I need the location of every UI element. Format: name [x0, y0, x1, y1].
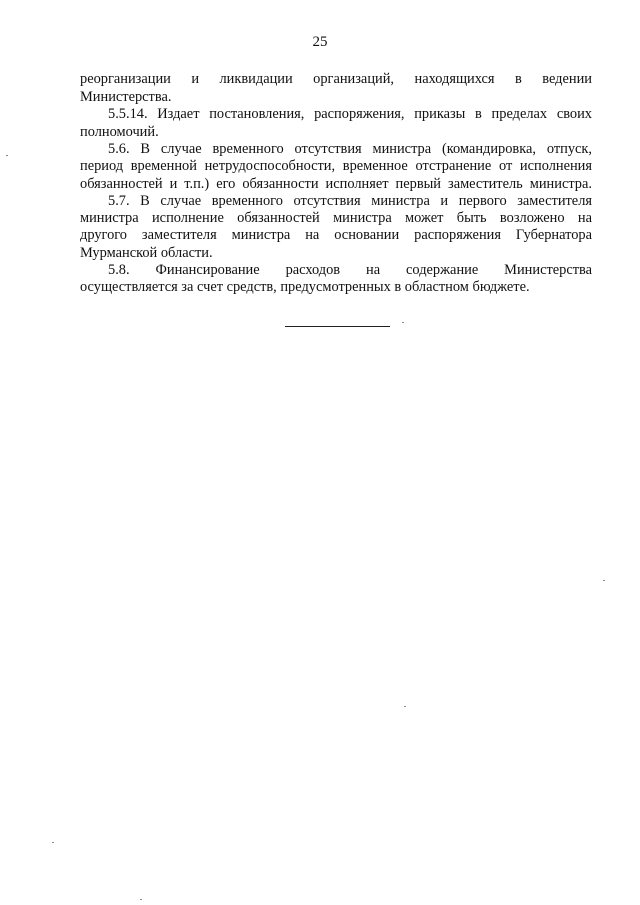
scan-speck — [404, 706, 406, 707]
text-line: полномочий. — [80, 124, 159, 140]
separator-line — [285, 326, 390, 327]
scan-speck — [402, 322, 404, 323]
scan-speck — [52, 842, 54, 843]
text-line: обязанностей и т.п.) его обязанности исполняет первый заместитель министра. — [80, 176, 592, 192]
scan-speck — [140, 899, 142, 900]
text-line: 5.6. В случае временного отсутствия министра (командировка, отпуск, — [108, 141, 592, 157]
text-line: осуществляется за счет средств, предусмотренных в областном бюджете. — [80, 279, 530, 295]
text-line: 5.8. Финансирование расходов на содержание Министерства — [108, 262, 592, 278]
text-line: другого заместителя министра на основании распоряжения Губернатора — [80, 227, 592, 243]
text-line: 5.5.14. Издает постановления, распоряжения, приказы в пределах своих — [108, 106, 592, 122]
text-line: Мурманской области. — [80, 245, 213, 261]
scan-speck — [6, 155, 8, 156]
text-line: 5.7. В случае временного отсутствия министра и первого заместителя — [108, 193, 592, 209]
text-line: Министерства. — [80, 89, 172, 105]
text-line: период временной нетрудоспособности, временное отстранение от исполнения — [80, 158, 592, 174]
text-line: министра исполнение обязанностей министра может быть возложено на — [80, 210, 592, 226]
scan-speck — [603, 580, 605, 581]
page-number: 25 — [312, 34, 328, 50]
text-line: реорганизации и ликвидации организаций, находящихся в ведении — [80, 71, 592, 87]
